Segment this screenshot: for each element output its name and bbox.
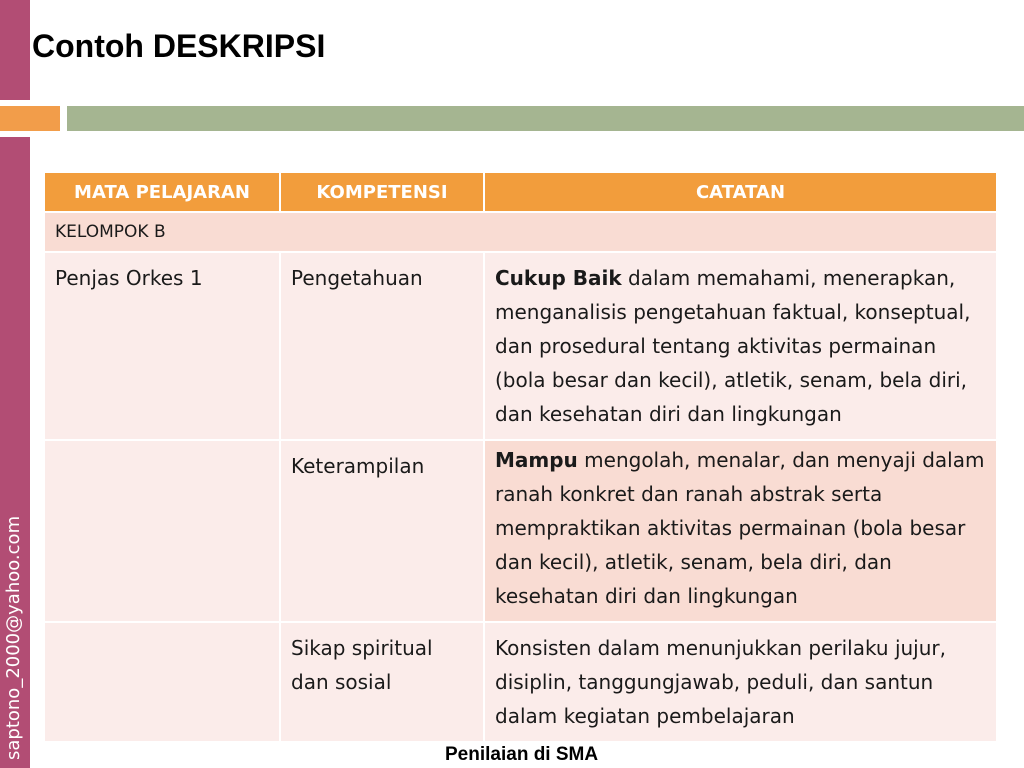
note-bold: Cukup Baik [495, 266, 622, 290]
orange-accent-block [0, 106, 60, 131]
divider [0, 131, 30, 137]
group-label: KELOMPOK B [44, 212, 997, 252]
slide-title: Contoh DESKRIPSI [32, 28, 326, 64]
competency-cell: Keterampilan [280, 440, 484, 622]
side-email-text: saptono_2000@yahoo.com [3, 515, 24, 760]
note-text: mengolah, menalar, dan menyaji dalam ranah konkret dan ranah abstrak serta mempraktikan aktivitas permainan (bola besar dan kecil), atletik, senam, bela diri, dan kesehatan diri dan lingkungan [495, 448, 985, 608]
footer-text: Penilaian di SMA [445, 744, 599, 765]
table-row [44, 252, 997, 440]
subject-cell: Penjas Orkes 1 [44, 252, 280, 440]
table-header-row [44, 172, 997, 212]
group-row [44, 212, 997, 252]
note-text: Konsisten dalam menunjukkan perilaku jujur, disiplin, tanggungjawab, peduli, dan santun dalam kegiatan pembelajaran [495, 636, 946, 728]
description-table [43, 171, 998, 743]
note-text: dalam memahami, menerapkan, menganalisis pengetahuan faktual, konseptual, dan prosedural tentang aktivitas permainan (bola besar dan kecil), atletik, senam, bela diri, dan kesehatan diri dan lingkungan [495, 266, 971, 426]
header-catatan: CATATAN [484, 172, 997, 212]
note-cell [484, 252, 997, 440]
subject-cell [44, 622, 280, 742]
divider [0, 100, 30, 106]
competency-cell: Sikap spiritual dan sosial [280, 622, 484, 742]
table-row [44, 440, 997, 622]
note-cell [484, 622, 997, 742]
header-kompetensi: KOMPETENSI [280, 172, 484, 212]
note-bold: Mampu [495, 448, 578, 472]
green-accent-band [67, 106, 1024, 131]
competency-cell: Pengetahuan [280, 252, 484, 440]
table-row [44, 622, 997, 742]
subject-cell [44, 440, 280, 622]
note-cell [484, 440, 997, 622]
header-mata-pelajaran: MATA PELAJARAN [44, 172, 280, 212]
